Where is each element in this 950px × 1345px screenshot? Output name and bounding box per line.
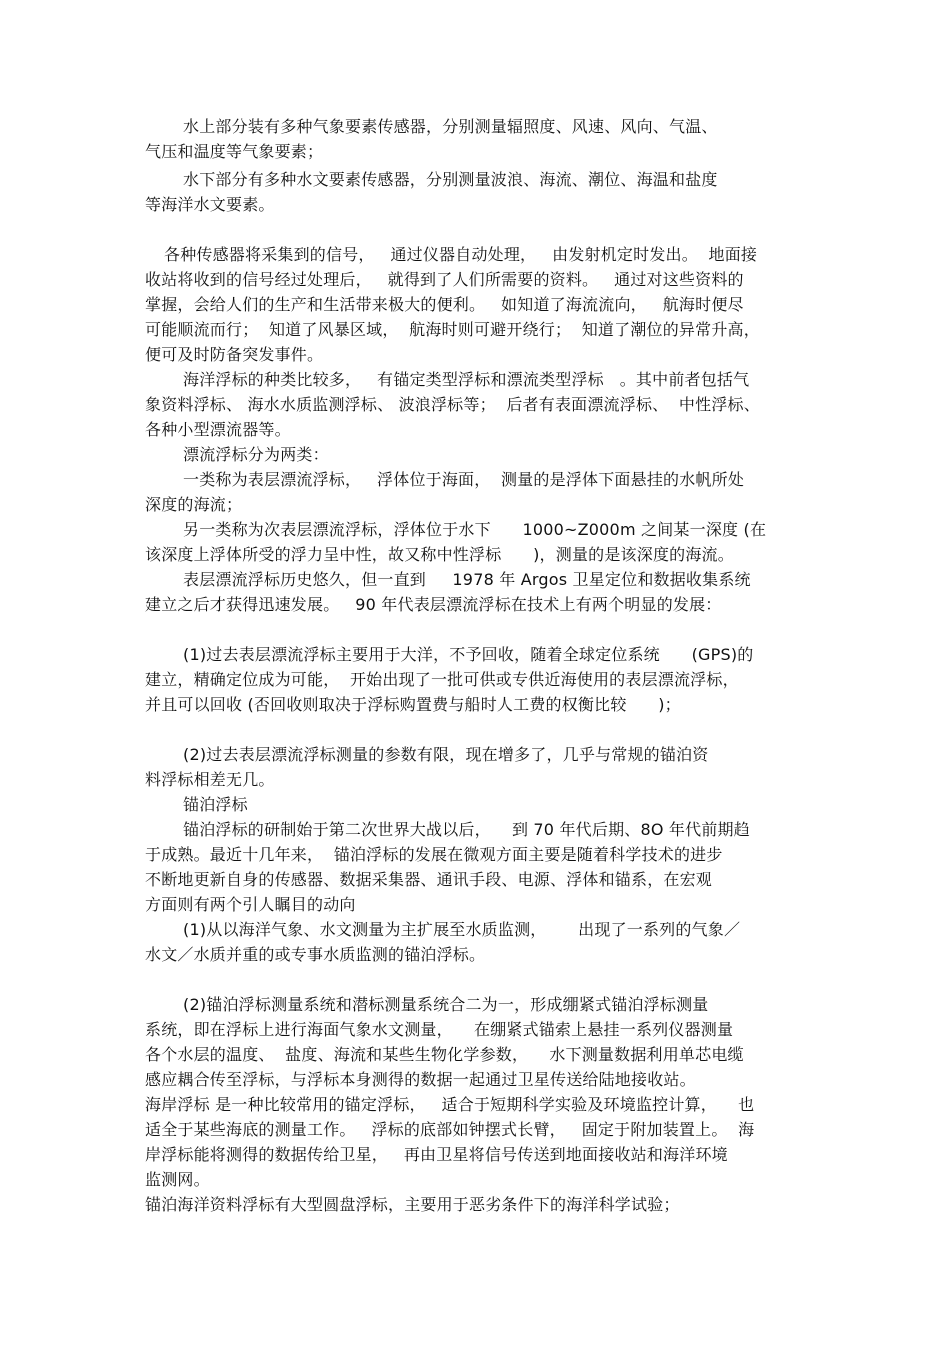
- text-line: 水文／水质并重的或专事水质监测的锚泊浮标。: [145, 945, 486, 964]
- text-line: 各种小型漂流器等。: [145, 420, 291, 439]
- text-line: 系统，即在浮标上进行海面气象水文测量， 在绷紧式锚索上悬挂一系列仪器测量: [145, 1020, 734, 1039]
- text-line: (1)从以海洋气象、水文测量为主扩展至水质监测， 出现了一系列的气象／: [183, 920, 741, 939]
- text-line: 便可及时防备突发事件。: [145, 345, 324, 364]
- text-line: (2)过去表层漂流浮标测量的参数有限，现在增多了，几乎与常规的锚泊资: [183, 745, 709, 764]
- text-line: 并且可以回收 (否回收则取决于浮标购置费与船时人工费的权衡比较 )；: [145, 695, 681, 714]
- text-line: 感应耦合传至浮标，与浮标本身测得的数据一起通过卫星传送给陆地接收站。: [145, 1070, 696, 1089]
- text-line: 掌握，会给人们的生产和生活带来极大的便利。 如知道了海流流向， 航海时便尽: [145, 295, 744, 314]
- text-line: 各种传感器将采集到的信号， 通过仪器自动处理， 由发射机定时发出。 地面接: [164, 245, 758, 264]
- text-line: 水下部分有多种水文要素传感器，分别测量波浪、海流、潮位、海温和盐度: [183, 170, 718, 189]
- text-line: 监测网。: [145, 1170, 210, 1189]
- text-line: 表层漂流浮标历史悠久，但一直到 1978 年 Argos 卫星定位和数据收集系统: [183, 570, 751, 589]
- text-line: 该深度上浮体所受的浮力呈中性，故又称中性浮标 )，测量的是该深度的海流。: [145, 545, 734, 564]
- text-line: 海岸浮标 是一种比较常用的锚定浮标， 适合于短期科学实验及环境监控计算， 也: [145, 1095, 755, 1114]
- text-line: 锚泊浮标: [183, 795, 248, 814]
- text-line: 各个水层的温度、 盐度、海流和某些生物化学参数， 水下测量数据利用单芯电缆: [145, 1045, 744, 1064]
- text-line: 另一类称为次表层漂流浮标，浮体位于水下 1000~Z000m 之间某一深度 (在: [183, 520, 767, 539]
- text-line: 收站将收到的信号经过处理后， 就得到了人们所需要的资料。 通过对这些资料的: [145, 270, 744, 289]
- text-line: 漂流浮标分为两类：: [183, 445, 329, 464]
- text-line: 海洋浮标的种类比较多， 有锚定类型浮标和漂流类型浮标 。其中前者包括气: [183, 370, 750, 389]
- text-line: 锚泊海洋资料浮标有大型圆盘浮标，主要用于恶劣条件下的海洋科学试验；: [145, 1195, 680, 1214]
- text-line: 等海洋水文要素。: [145, 195, 275, 214]
- text-line: 建立之后才获得迅速发展。 90 年代表层漂流浮标在技术上有两个明显的发展：: [145, 595, 722, 614]
- text-line: 气压和温度等气象要素；: [145, 142, 324, 161]
- text-line: 岸浮标能将测得的数据传给卫星， 再由卫星将信号传送到地面接收站和海洋环境: [145, 1145, 728, 1164]
- text-line: (1)过去表层漂流浮标主要用于大洋，不予回收，随着全球定位系统 (GPS)的: [183, 645, 754, 664]
- text-line: (2)锚泊浮标测量系统和潜标测量系统合二为一，形成绷紧式锚泊浮标测量: [183, 995, 709, 1014]
- text-line: 不断地更新自身的传感器、数据采集器、通讯手段、电源、浮体和锚系，在宏观: [145, 870, 713, 889]
- text-line: 一类称为表层漂流浮标， 浮体位于海面， 测量的是浮体下面悬挂的水帆所处: [183, 470, 745, 489]
- text-line: 象资料浮标、 海水水质监测浮标、 波浪浮标等； 后者有表面漂流浮标、 中性浮标、: [145, 395, 760, 414]
- text-line: 建立，精确定位成为可能， 开始出现了一批可供或专供近海使用的表层漂流浮标，: [145, 670, 739, 689]
- text-line: 深度的海流；: [145, 495, 243, 514]
- text-line: 适全于某些海底的测量工作。 浮标的底部如钟摆式长臂， 固定于附加装置上。 海: [145, 1120, 755, 1139]
- text-line: 料浮标相差无几。: [145, 770, 275, 789]
- text-line: 锚泊浮标的研制始于第二次世界大战以后， 到 70 年代后期、8O 年代前期趋: [183, 820, 750, 839]
- text-line: 水上部分装有多种气象要素传感器，分别测量辐照度、风速、风向、气温、: [183, 117, 718, 136]
- text-line: 可能顺流而行； 知道了风暴区域， 航海时则可避开绕行； 知道了潮位的异常升高，: [145, 320, 760, 339]
- text-line: 方面则有两个引人瞩目的动向: [145, 895, 356, 914]
- text-line: 于成熟。最近十几年来， 锚泊浮标的发展在微观方面主要是随着科学技术的进步: [145, 845, 723, 864]
